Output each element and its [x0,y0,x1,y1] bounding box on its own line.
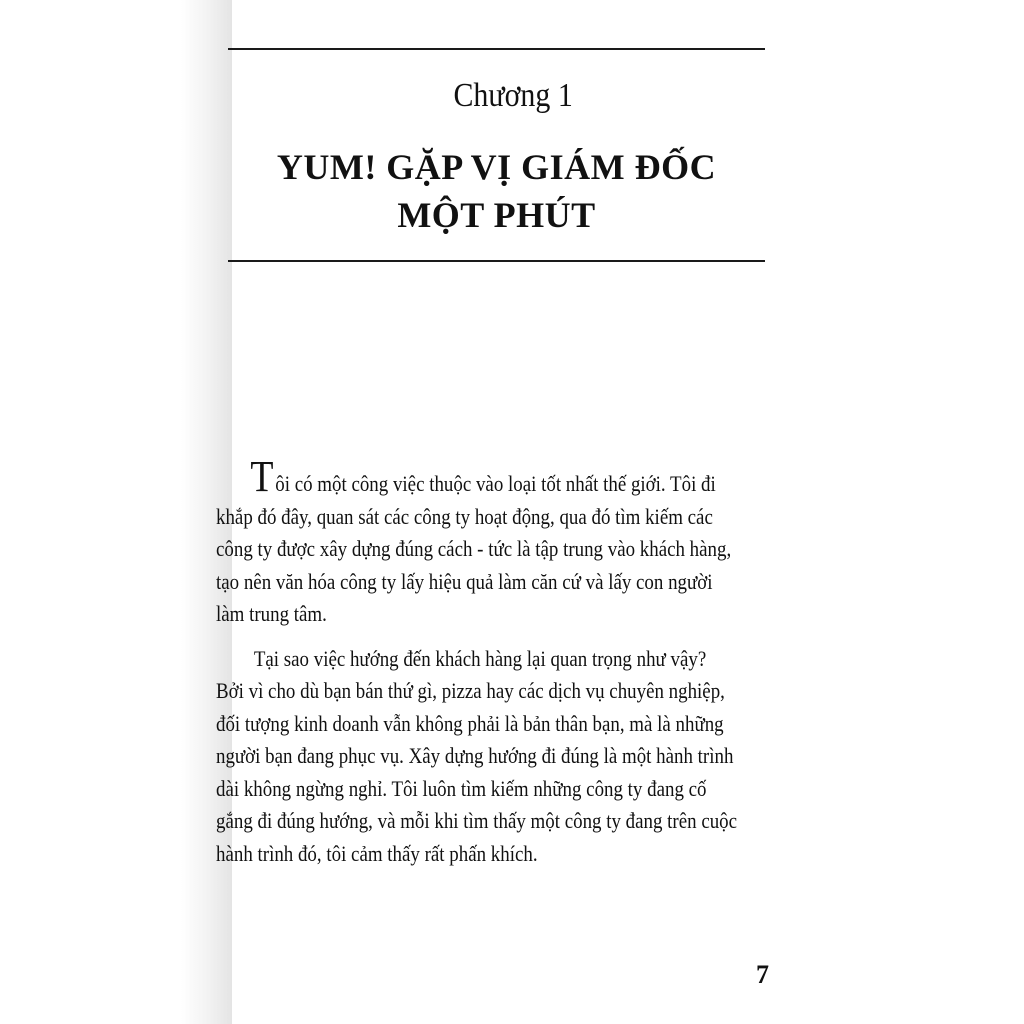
paragraph-2 [216,643,766,871]
bottom-rule [228,260,765,262]
paragraph-line: dài không ngừng nghỉ. Tôi luôn tìm kiếm những công ty đang cố [216,775,707,801]
paragraph-line: làm trung tâm. [216,601,327,626]
top-rule [228,48,765,50]
chapter-title [228,143,765,239]
chapter-title-line-1: YUM! GẶP VỊ GIÁM ĐỐC [276,147,717,187]
page-gutter-shadow [0,0,232,1024]
body-text [216,452,766,870]
paragraph-line: gắng đi đúng hướng, và mỗi khi tìm thấy một công ty đang trên cuộc [216,808,738,833]
paragraph-line: người bạn đang phục vụ. Xây dựng hướng đi đúng là một hành trình [216,743,734,768]
paragraph-line: tạo nên văn hóa công ty lấy hiệu quả làm căn cứ và lấy con người [216,568,713,594]
paragraph-line: Bởi vì cho dù bạn bán thứ gì, pizza hay các dịch vụ chuyên nghiệp, [216,678,725,703]
chapter-title-line-2: MỘT PHÚT [397,195,596,235]
paragraph-1 [216,452,766,631]
paragraph-line: đối tượng kinh doanh vẫn không phải là bản thân bạn, mà là những [216,710,724,736]
chapter-label: Chương 1 [453,77,573,114]
paragraph-line: công ty được xây dựng đúng cách - tức là tập trung vào khách hàng, [216,536,732,561]
paragraph-line: hành trình đó, tôi cảm thấy rất phấn khích. [216,840,538,866]
paragraph-line: Tại sao việc hướng đến khách hàng lại quan trọng như vậy? [253,645,707,671]
paragraph-line: Tôi có một công việc thuộc vào loại tốt nhất thế giới. Tôi đi [250,452,716,501]
paragraph-line: khắp đó đây, quan sát các công ty hoạt động, qua đó tìm kiếm các [216,503,713,529]
drop-cap: T [250,452,274,501]
page-number: 7 [756,960,769,989]
